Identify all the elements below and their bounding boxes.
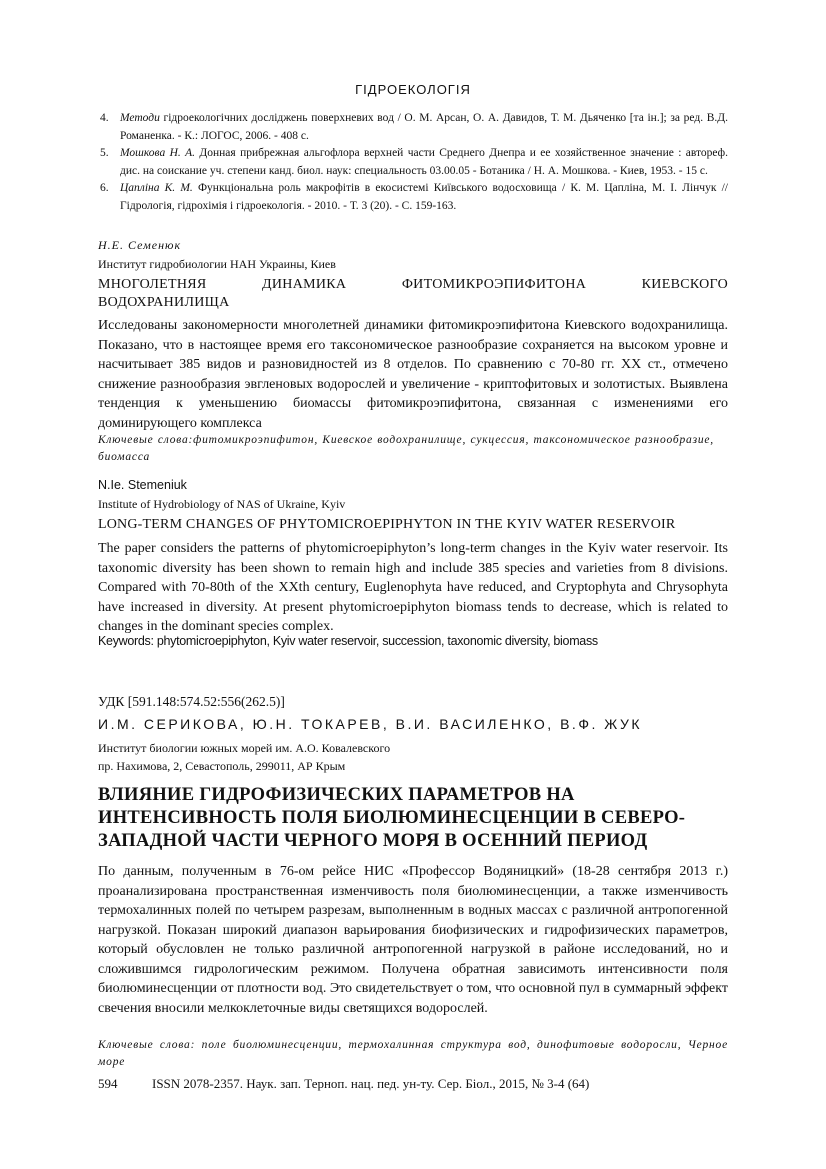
- udk-code: УДК [591.148:574.52:556(262.5)]: [98, 694, 285, 709]
- reference-lead: Цапліна К. М.: [120, 182, 193, 194]
- reference-lead: Методи: [120, 112, 160, 124]
- running-header: ГІДРОЕКОЛОГІЯ: [355, 82, 471, 97]
- reference-text: Донная прибрежная альгофлора верхней части Среднего Днепра и ее хозяйственное значение : автореф. дис. на соискание уч. степени канд. биол. наук: специальность 03.00.05 - Ботаника / Н. А. Мошкова. - Киев, 1953. - 15 с.: [120, 147, 728, 177]
- ru-keywords: Ключевые слова:фитомикроэпифитон, Киевское водохранилище, сукцессия, таксономическое разнообразие, биомасса: [98, 434, 714, 463]
- reference-text: Функціональна роль макрофітів в екосистемі Київського водосховища / К. М. Цапліна, М. І. Лінчук // Гідрологія, гідрохімія і гідроекологія. - 2010. - Т. 3 (20). - С. 159-163.: [120, 182, 728, 212]
- en-institute: Institute of Hydrobiology of NAS of Ukraine, Kyiv: [98, 497, 346, 511]
- ru-author: Н.Е. Семенюк: [98, 238, 182, 252]
- en-keywords: Keywords: phytomicroepiphyton, Kyiv water reservoir, succession, taxonomic diversity, biomass: [98, 634, 598, 648]
- reference-number: 5.: [100, 147, 109, 159]
- reference-item: [100, 145, 728, 180]
- ru-abstract-body: Исследованы закономерности многолетней динамики фитомикроэпифитона Киевского водохранилища. Показано, что в настоящее время его таксономическое разнообразие сохраняется на высоком уровне и насчитывает 385 видов и разновидностей из 8 отделов. По сравнению с 70-80 гг. XX ст., отмечено снижение разнообразия эвгленовых водорослей и увеличение - криптофитовых и золотистых. Выявлена тенденция к уменьшению биомассы фитомикроэпифитона, связанная с изменениями его доминирующего комплекса: [98, 318, 728, 431]
- article-abstract: По данным, полученным в 76-ом рейсе НИС «Профессор Водяницкий» (18-28 сентября 2013 г.) проанализирована пространственная изменчивость поля биолюминесценции, а также изменчивость термохалинных полей по четырем разрезам, выполненным в водных массах с различной антропогенной нагрузкой. Показан широкий диапазон варьирования биофизических и гидрофизических параметров, который обусловлен не только различной антропогенной нагрузкой в районе исследований, но и сложившимся гидрологическим режимом. Получена обратная зависимоть интенсивности поля биолюминесценции от плотности вод. Это свидетельствует о том, что основной пул в суммарный эффект свечения вносили мелкоклеточные виды светящихся водорослей.: [98, 864, 728, 1016]
- reference-lead: Мошкова Н. А.: [120, 147, 196, 159]
- article-institute-line2: пр. Нахимова, 2, Севастополь, 299011, АР Крым: [98, 759, 346, 773]
- page-number: 594: [98, 1076, 118, 1091]
- reference-list: [100, 110, 728, 215]
- reference-item: [100, 180, 728, 215]
- reference-number: 6.: [100, 182, 109, 194]
- article-authors: И.М. СЕРИКОВА, Ю.Н. ТОКАРЕВ, В.И. ВАСИЛЕНКО, В.Ф. ЖУК: [98, 716, 643, 732]
- journal-citation: ISSN 2078-2357. Наук. зап. Терноп. нац. пед. ун-ту. Сер. Біол., 2015, № 3-4 (64): [152, 1076, 590, 1091]
- article-title-line3: ЗАПАДНОЙ ЧАСТИ ЧЕРНОГО МОРЯ В ОСЕННИЙ ПЕРИОД: [98, 831, 648, 851]
- reference-number: 4.: [100, 112, 109, 124]
- en-title: LONG-TERM CHANGES OF PHYTOMICROEPIPHYTON IN THE KYIV WATER RESERVOIR: [98, 517, 676, 532]
- reference-item: [100, 110, 728, 145]
- reference-text: гідроекологічних досліджень поверхневих вод / О. М. Арсан, О. А. Давидов, Т. М. Дьяченко [та ін.]; за ред. В.Д. Романенка. - К.: ЛОГОС, 2006. - 408 с.: [120, 112, 728, 142]
- article-keywords: Ключевые слова: поле биолюминесценции, термохалинная структура вод, динофитовые водоросли, Черное море: [98, 1039, 728, 1068]
- article-title-line1: ВЛИЯНИЕ ГИДРОФИЗИЧЕСКИХ ПАРАМЕТРОВ НА: [98, 785, 575, 805]
- ru-title-line1: МНОГОЛЕТНЯЯ ДИНАМИКА ФИТОМИКРОЭПИФИТОНА КИЕВСКОГО: [98, 277, 728, 292]
- en-abstract-body: The paper considers the patterns of phytomicroepiphyton’s long-term changes in the Kyiv water reservoir. Its taxonomic diversity has been shown to remain high and include 385 species and varieties from 8 divisions. Compared with 70-80th of the XXth century, Euglenophyta have reduced, and Cryptophyta and Chrysophyta have increased in diversity. At present phytomicroepiphyton biomass tends to decrease, which is related to changes in the dominant species complex.: [98, 541, 728, 634]
- article-institute-line1: Институт биологии южных морей им. А.О. Ковалевского: [98, 741, 391, 755]
- article-title-line2: ИНТЕНСИВНОСТЬ ПОЛЯ БИОЛЮМИНЕСЦЕНЦИИ В СЕВЕРО-: [98, 808, 686, 828]
- ru-title-line2: ВОДОХРАНИЛИЩА: [98, 295, 230, 310]
- ru-institute: Институт гидробиологии НАН Украины, Киев: [98, 257, 336, 271]
- en-author: N.Ie. Stemeniuk: [98, 478, 187, 492]
